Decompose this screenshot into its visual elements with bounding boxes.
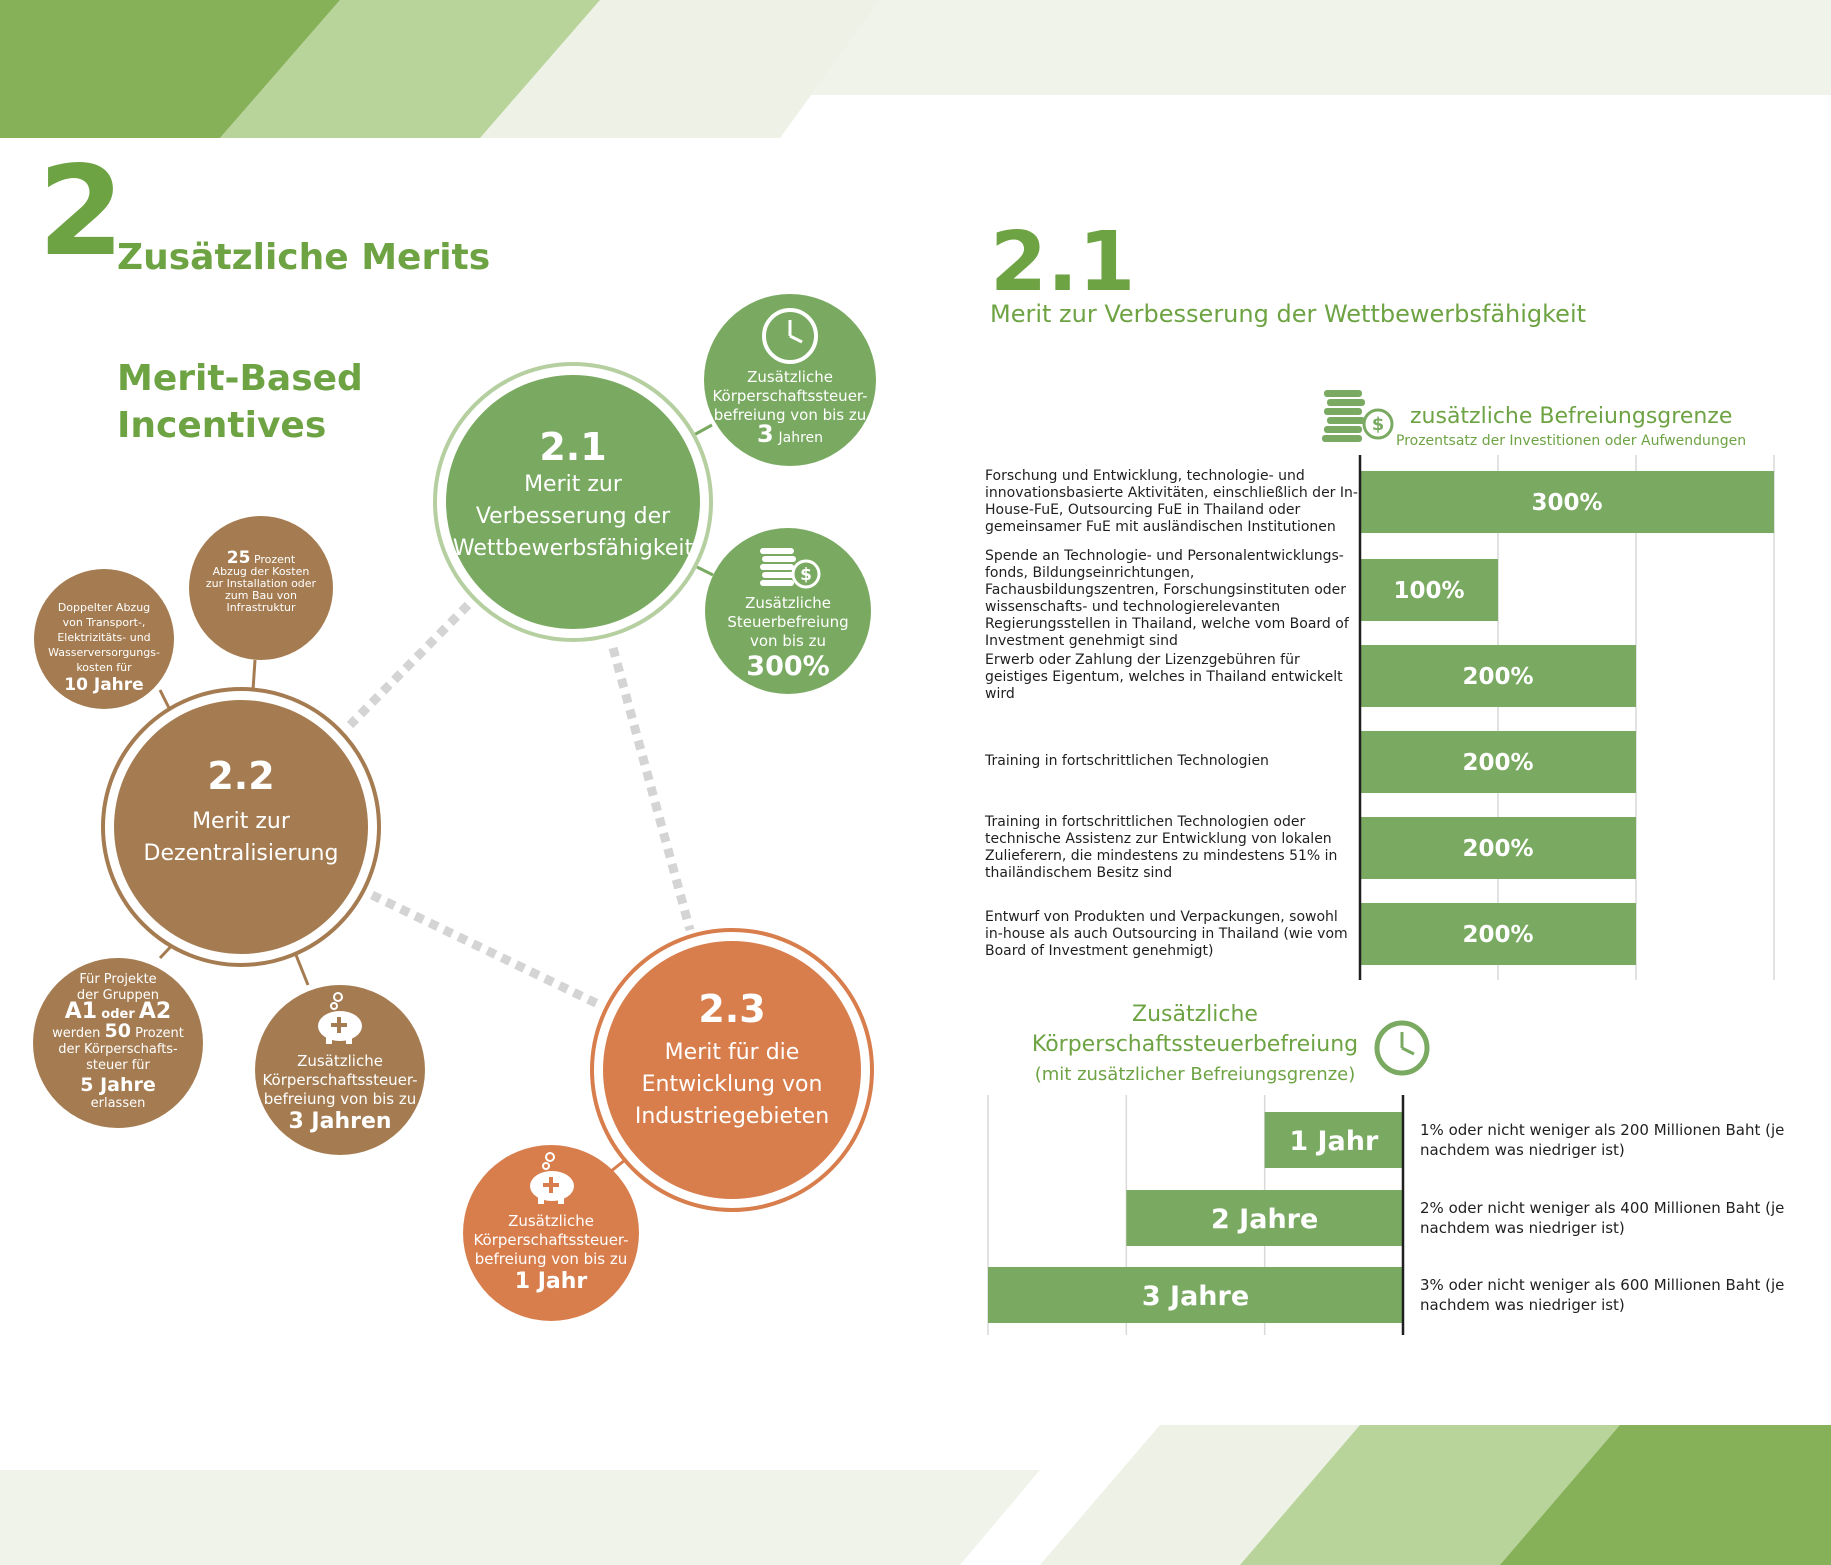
chart-category-label: Training in fortschrittlichen Technologien oder technische Assistenz zur Entwicklung von lokalen Zulieferern, die mindestens zu mindestens 51% in thailändischem Besitz sind (985, 814, 1338, 881)
bar-data-label: 100% (1393, 578, 1465, 604)
merit-2-2-group-a1-a2: Für Projekte der Gruppen A1 oder A2 werden 50 Prozent der Körperschafts- steuer für 5 Jahre erlassen (52, 972, 184, 1111)
coins-dollar-icon (1320, 388, 1396, 444)
svg-text:$: $ (800, 565, 812, 585)
section-number: 2 (38, 140, 121, 284)
subsection-number: 2.1 (990, 215, 1136, 310)
merit-based-incentives-heading: Merit-Based Incentives (117, 358, 363, 446)
chart-category-label: Spende an Technologie- und Personalentwicklungs-fonds, Bildungseinrichtungen, Fachausbildungszentren, Forschungsinstituten oder wissenschafts- und technologierelevanten Regierungsstellen in Thailand, welche vom Board of Investment genehmigt sind (985, 548, 1349, 649)
chart-legend-sub: Prozentsatz der Investitionen oder Aufwendungen (1396, 433, 1747, 449)
chart-legend: zusätzliche Befreiungsgrenze (1410, 404, 1733, 429)
section-title: Zusätzliche Merits (117, 237, 491, 278)
chart-category-label: Forschung und Entwicklung, technologie- und innovationsbasierte Aktivitäten, einschließlich der In-House-FuE, Outsourcing FuE in Thailand oder gemeinsamer FuE mit ausländischen Institutionen (985, 468, 1358, 535)
merit-2-1-tax-exemption-years: Zusätzliche Körperschaftssteuer- befreiung von bis zu 3 Jahren (712, 368, 868, 448)
chart-2-category-label: 2% oder nicht weniger als 400 Millionen Baht (je nachdem was niedriger ist) (1420, 1199, 1785, 1237)
clock-icon (760, 306, 820, 366)
merit-2-1-bubble: 2.1 Merit zur Verbesserung der Wettbewerbsfähigkeit (452, 425, 694, 561)
piggy-bank-icon (524, 1152, 580, 1204)
clock-icon (1374, 1020, 1430, 1076)
piggy-bank-icon (312, 992, 368, 1044)
bar-data-label: 300% (1531, 490, 1603, 516)
chart-2-category-label: 1% oder nicht weniger als 200 Millionen Baht (je nachdem was niedriger ist) (1420, 1121, 1785, 1159)
chart-category-label: Training in fortschrittlichen Technologien (985, 753, 1269, 769)
chart-2-category-label: 3% oder nicht weniger als 600 Millionen Baht (je nachdem was niedriger ist) (1420, 1276, 1785, 1314)
subsection-title: Merit zur Verbesserung der Wettbewerbsfähigkeit (990, 300, 1587, 328)
merit-2-2-tax-exemption: Zusätzliche Körperschaftssteuer- befreiung von bis zu 3 Jahren (262, 1052, 418, 1134)
merit-2-2-infrastructure-deduction: 25 Prozent Abzug der Kosten zur Installation oder zum Bau von Infrastruktur (205, 548, 317, 614)
merit-2-3-tax-exemption: Zusätzliche Körperschaftssteuer- befreiung von bis zu 1 Jahr (473, 1212, 629, 1294)
bar-data-label: 200% (1462, 750, 1534, 776)
chart-category-label: Erwerb oder Zahlung der Lizenzgebühren für geistiges Eigentum, welches in Thailand entwickelt wird (985, 652, 1343, 702)
bar-data-label: 200% (1462, 922, 1534, 948)
svg-text:$: $ (1371, 414, 1385, 435)
bar-data-label: 200% (1462, 836, 1534, 862)
merit-2-2-double-deduction: Doppelter Abzug von Transport-, Elektrizitäts- und Wasserversorgungs- kosten für 10 Jahre (48, 601, 160, 695)
befreiungsgrenze-bar-chart (1350, 455, 1830, 985)
bar-data-label: 200% (1462, 664, 1534, 690)
chart-category-label: Entwurf von Produkten und Verpackungen, sowohl in-house als auch Outsourcing in Thailand (wie vom Board of Investment genehmigt) (985, 909, 1348, 959)
merit-2-3-bubble: 2.3 Merit für die Entwicklung von Industriegebieten (634, 987, 830, 1129)
merit-2-2-bubble: 2.2 Merit zur Dezentralisierung (143, 754, 339, 866)
coins-dollar-icon (758, 544, 822, 590)
bar-data-label: 3 Jahre (1141, 1281, 1250, 1312)
steuerbefreiung-bar-chart (980, 1095, 1420, 1340)
merit-bubble-diagram (0, 0, 900, 1400)
bar-data-label: 1 Jahr (1289, 1126, 1379, 1157)
bar-data-label: 2 Jahre (1211, 1204, 1319, 1235)
chart-2-title: Zusätzliche Körperschaftssteuerbefreiung (mit zusätzlicher Befreiungsgrenze) (1031, 1002, 1359, 1085)
merit-2-1-tax-exemption-percent: Zusätzliche Steuerbefreiung von bis zu 300% (727, 594, 849, 682)
